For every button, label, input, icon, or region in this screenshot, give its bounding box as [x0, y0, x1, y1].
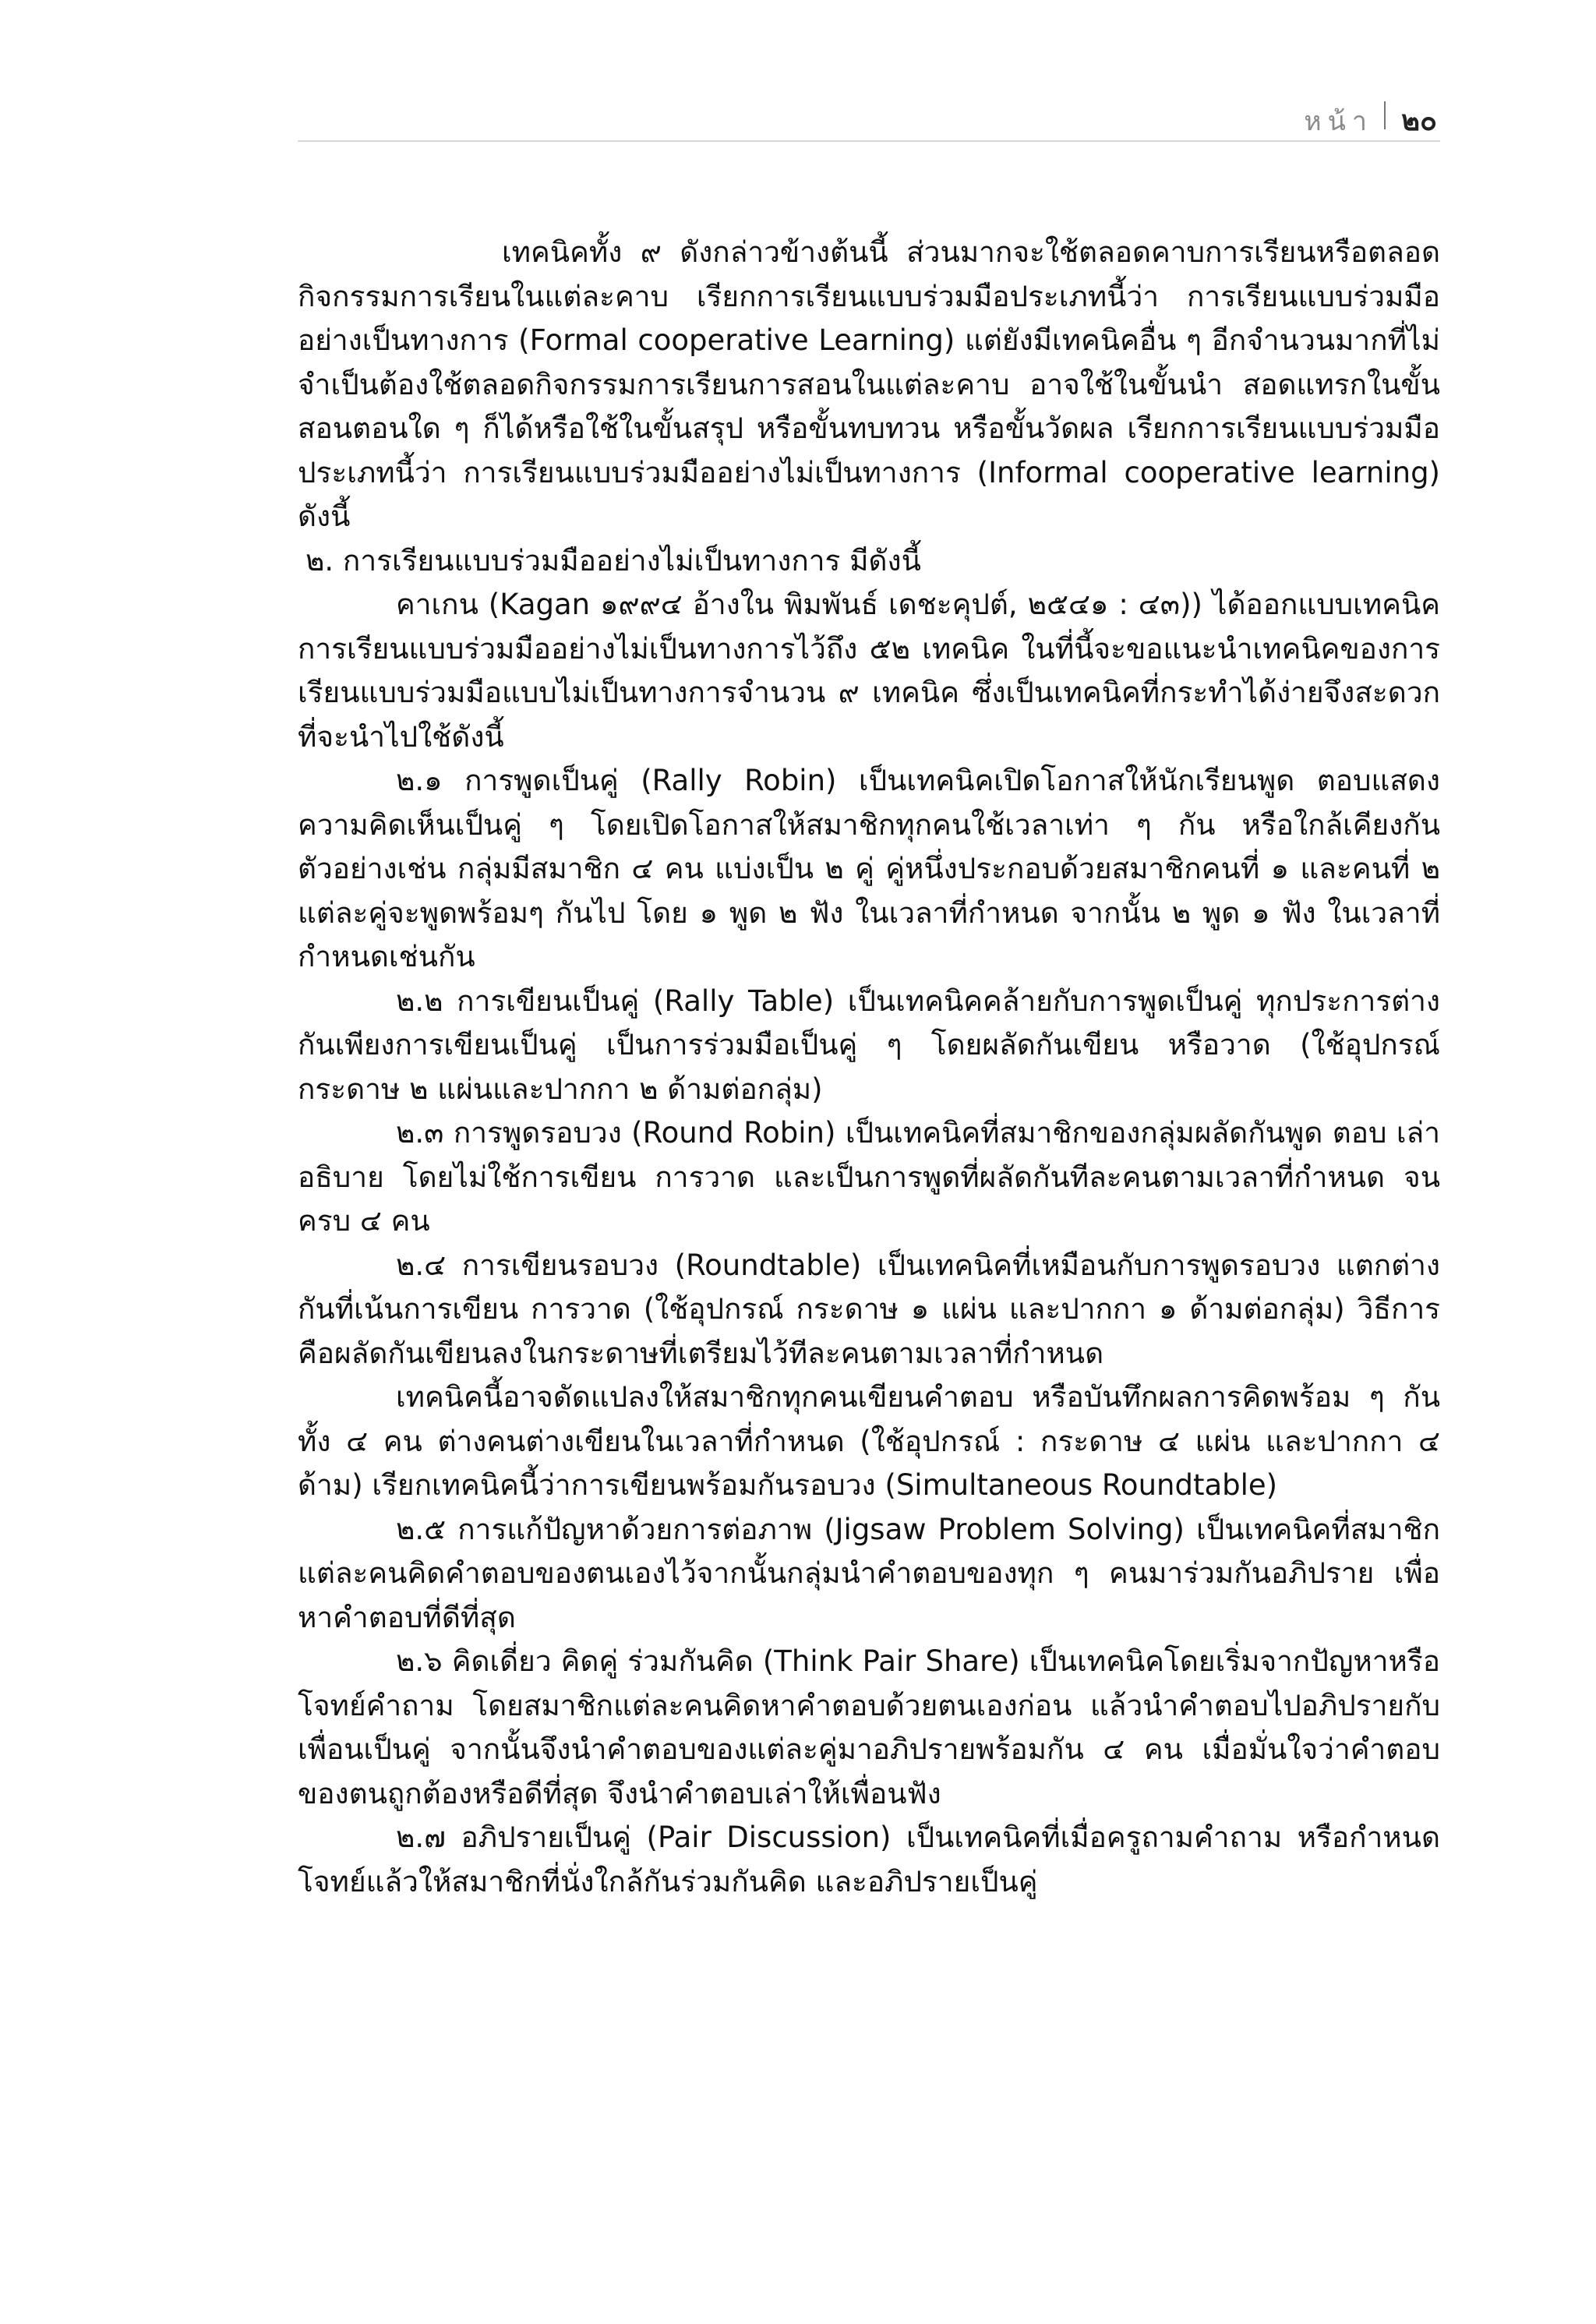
- paragraph-think-pair-share: ๒.๖ คิดเดี่ยว คิดคู่ ร่วมกันคิด (Think Pair Share) เป็นเทคนิคโดยเริ่มจากปัญหาหรือโจทย์คำถาม โดยสมาชิกแต่ละคนคิดหาคำตอบด้วยตนเองก่อน แล้วนำคำตอบไปอภิปรายกับเพื่อนเป็นคู่ จากนั้นจึงนำคำตอบของแต่ละคู่มาอภิปรายพร้อมกัน ๔ คน เมื่อมั่นใจว่าคำตอบของตนถูกต้องหรือดีที่สุด จึงนำคำตอบเล่าให้เพื่อนฟัง: [298, 1644, 1440, 1810]
- page-number: ๒๐: [1401, 105, 1437, 137]
- paragraph-roundtable: ๒.๔ การเขียนรอบวง (Roundtable) เป็นเทคนิคที่เหมือนกับการพูดรอบวง แตกต่างกันที่เน้นการเขียน การวาด (ใช้อุปกรณ์ กระดาษ ๑ แผ่น และปากกา ๑ ด้ามต่อกลุ่ม) วิธีการคือผลัดกันเขียนลงในกระดาษที่เตรียมไว้ทีละคนตามเวลาที่กำหนด: [298, 1248, 1440, 1370]
- header-divider: [1384, 101, 1386, 129]
- paragraph-rally-table: ๒.๒ การเขียนเป็นคู่ (Rally Table) เป็นเทคนิคคล้ายกับการพูดเป็นคู่ ทุกประการต่างกันเพียงการเขียนเป็นคู่ เป็นการร่วมมือเป็นคู่ ๆ โดยผลัดกันเขียน หรือวาด (ใช้อุปกรณ์ กระดาษ ๒ แผ่นและปากกา ๒ ด้ามต่อกลุ่ม): [298, 984, 1440, 1106]
- document-body: [298, 231, 1440, 1904]
- section-heading: ๒. การเรียนแบบร่วมมืออย่างไม่เป็นทางการ มีดังนี้: [305, 543, 921, 577]
- paragraph-rally-robin: ๒.๑ การพูดเป็นคู่ (Rally Robin) เป็นเทคนิคเปิดโอกาสให้นักเรียนพูด ตอบแสดงความคิดเห็นเป็นคู่ ๆ โดยเปิดโอกาสให้สมาชิกทุกคนใช้เวลาเท่า ๆ กัน หรือใกล้เคียงกัน ตัวอย่างเช่น กลุ่มมีสมาชิก ๔ คน แบ่งเป็น ๒ คู่ คู่หนึ่งประกอบด้วยสมาชิกคนที่ ๑ และคนที่ ๒ แต่ละคู่จะพูดพร้อมๆ กันไป โดย ๑ พูด ๒ ฟัง ในเวลาที่กำหนด จากนั้น ๒ พูด ๑ ฟัง ในเวลาที่กำหนดเช่นกัน: [298, 764, 1440, 973]
- paragraph-intro: เทคนิคทั้ง ๙ ดังกล่าวข้างต้นนี้ ส่วนมากจะใช้ตลอดคาบการเรียนหรือตลอดกิจกรรมการเรียนในแต่ละคาบ เรียกการเรียนแบบร่วมมือประเภทนี้ว่า การเรียนแบบร่วมมืออย่างเป็นทางการ (Formal cooperative Learning) แต่ยังมีเทคนิคอื่น ๆ อีกจำนวนมากที่ไม่จำเป็นต้องใช้ตลอดกิจกรรมการเรียนการสอนในแต่ละคาบ อาจใช้ในขั้นนำ สอดแทรกในขั้นสอนตอนใด ๆ ก็ได้หรือใช้ในขั้นสรุป หรือขั้นทบทวน หรือขั้นวัดผล เรียกการเรียนแบบร่วมมือประเภทนี้ว่า การเรียนแบบร่วมมืออย่างไม่เป็นทางการ (Informal cooperative learning) ดังนี้: [298, 235, 1440, 533]
- paragraph-kagan: คาเกน (Kagan ๑๙๙๔ อ้างใน พิมพันธ์ เดชะคุปต์, ๒๕๔๑ : ๔๓)) ได้ออกแบบเทคนิคการเรียนแบบร่วมมืออย่างไม่เป็นทางการไว้ถึง ๕๒ เทคนิค ในที่นี้จะขอแนะนำเทคนิคของการเรียนแบบร่วมมือแบบไม่เป็นทางการจำนวน ๙ เทคนิค ซึ่งเป็นเทคนิคที่กระทำได้ง่ายจึงสะดวกที่จะนำไปใช้ดังนี้: [298, 588, 1440, 754]
- page-header: [298, 100, 1440, 142]
- paragraph-jigsaw: ๒.๕ การแก้ปัญหาด้วยการต่อภาพ (Jigsaw Problem Solving) เป็นเทคนิคที่สมาชิกแต่ละคนคิดคำตอบของตนเองไว้จากนั้นกลุ่มนำคำตอบของทุก ๆ คนมาร่วมกันอภิปราย เพื่อหาคำตอบที่ดีที่สุด: [298, 1512, 1440, 1634]
- paragraph-simultaneous-roundtable: เทคนิคนี้อาจดัดแปลงให้สมาชิกทุกคนเขียนคำตอบ หรือบันทึกผลการคิดพร้อม ๆ กันทั้ง ๔ คน ต่างคนต่างเขียนในเวลาที่กำหนด (ใช้อุปกรณ์ : กระดาษ ๔ แผ่น และปากกา ๔ ด้าม) เรียกเทคนิคนี้ว่าการเขียนพร้อมกันรอบวง (Simultaneous Roundtable): [298, 1380, 1440, 1502]
- paragraph-round-robin: ๒.๓ การพูดรอบวง (Round Robin) เป็นเทคนิคที่สมาชิกของกลุ่มผลัดกันพูด ตอบ เล่าอธิบาย โดยไม่ใช้การเขียน การวาด และเป็นการพูดที่ผลัดกันทีละคนตามเวลาที่กำหนด จนครบ ๔ คน: [298, 1116, 1440, 1238]
- paragraph-pair-discussion: ๒.๗ อภิปรายเป็นคู่ (Pair Discussion) เป็นเทคนิคที่เมื่อครูถามคำถาม หรือกำหนดโจทย์แล้วให้สมาชิกที่นั่งใกล้กันร่วมกันคิด และอภิปรายเป็นคู่: [298, 1821, 1440, 1898]
- page-label: หน้า: [1304, 106, 1373, 137]
